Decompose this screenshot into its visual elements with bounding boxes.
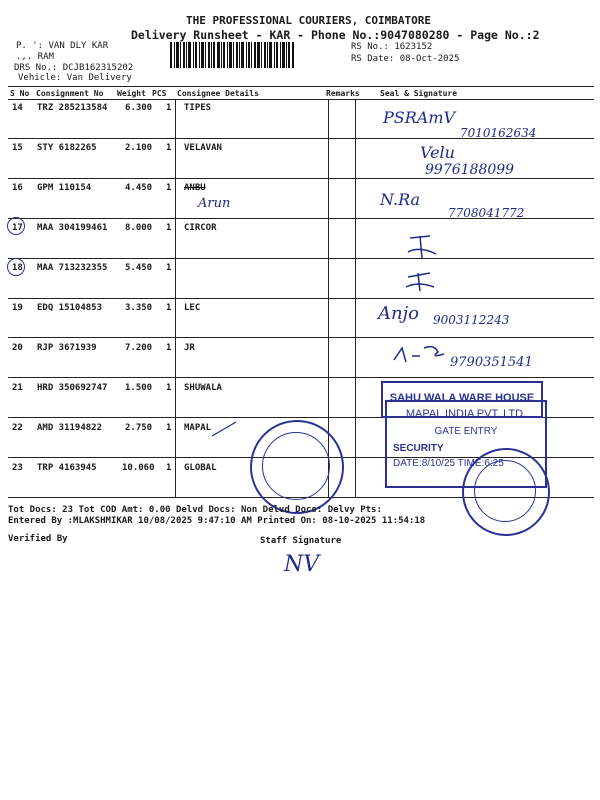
row-rule [8,377,594,378]
row-weight: 6.300 [125,103,153,113]
row-consignment: AMD 31194822 [37,423,103,433]
row-sno: 22 [12,423,23,433]
rs-date: RS Date: 08-Oct-2025 [351,54,460,64]
gate-entry-stamp [385,400,547,488]
row-rule [8,337,594,338]
handwritten-signature-row19: Anjo [378,303,420,324]
vehicle-info: Vehicle: Van Delivery [18,73,132,83]
row-consignment: EDQ 15104853 [37,303,103,313]
col-consignment: Consignment No [36,89,104,98]
footer-entered: Entered By :MLAKSHMIKAR 10/08/2025 9:47:10 AM Printed On: 08-10-2025 11:54:18 [8,516,426,526]
row-pcs: 1 [166,103,172,113]
row-pcs: 1 [166,303,172,313]
round-seal-left-inner [262,432,330,500]
runsheet-subtitle: Delivery Runsheet - KAR - Phone No.:9047080280 - Page No.:2 [131,28,540,42]
row-consignee: MAPAL [184,423,212,433]
handwritten-phone-row15: 9976188099 [425,162,515,178]
row-consignment: TRZ 285213584 [37,103,108,113]
row-consignee: VELAVAN [184,143,222,153]
party-line-2: .,. RAM [16,52,54,62]
stamp-gate: GATE ENTRY [434,426,498,437]
row-pcs: 1 [166,223,172,233]
handwritten-name-row16: Arun [198,196,231,211]
barcode [170,42,346,68]
row-weight: 7.200 [125,343,153,353]
row-consignee: SHUWALA [184,383,222,393]
col-consignee: Consignee Details [177,89,259,98]
row-sno: 18 [12,263,23,273]
col-pcs: PCS [152,89,167,98]
handwritten-scribble-row20 [390,340,450,370]
handwritten-phone-row19: 9003112243 [433,313,510,327]
row-rule [8,298,594,299]
staff-signature-label: Staff Signature [260,536,342,546]
row-pcs: 1 [166,263,172,273]
col-sno: S No [10,89,30,98]
row-sno: 20 [12,343,23,353]
row-consignment: RJP 3671939 [37,343,97,353]
row-sno: 16 [12,183,23,193]
row-weight: 8.000 [125,223,153,233]
row-18-circle-mark [7,258,25,276]
row-consignee: TIPES [184,103,212,113]
row-pcs: 1 [166,143,172,153]
row-consignment: STY 6182265 [37,143,97,153]
handwritten-phone-row14: 7010162634 [460,126,537,140]
row-weight: 2.100 [125,143,153,153]
row-consignment: MAA 304199461 [37,223,108,233]
handwritten-mark-row17 [400,228,450,268]
company-title: THE PROFESSIONAL COURIERS, COIMBATORE [186,14,432,27]
row-consignee: GLOBAL [184,463,217,473]
row-pcs: 1 [166,383,172,393]
party-line-1: P. ': VAN DLY KAR [16,41,109,51]
handwritten-signature-row14: PSRAmV [383,108,456,127]
row-sno: 17 [12,223,23,233]
row-pcs: 1 [166,183,172,193]
handwritten-signature-row16: N.Ra [380,190,421,209]
row-consignment: GPM 110154 [37,183,92,193]
row-pcs: 1 [166,343,172,353]
pen-tick-row22 [210,420,240,440]
footer-totals: Tot Docs: 23 Tot COD Amt: 0.00 Delvd Docs: Non Delvd Docs: Delvy Pts: [8,505,382,515]
row-weight: 10.060 [122,463,155,473]
verified-by-label: Verified By [8,534,68,544]
row-consignee: ANBU [184,183,206,193]
row-sno: 19 [12,303,23,313]
handwritten-mark-row18 [400,265,450,295]
col-weight: Weight [117,89,146,98]
row-pcs: 1 [166,423,172,433]
stamp-date: DATE:8/10/25 TIME:6:25 [393,458,504,469]
row-weight: 5.450 [125,263,153,273]
row-weight: 1.500 [125,383,153,393]
table-top-rule [8,86,594,87]
row-sno: 23 [12,463,23,473]
row-rule [8,258,594,259]
stamp-company: MAPAL INDIA PVT. LTD. [405,408,527,420]
row-consignee: LEC [184,303,201,313]
col-seal: Seal & Signature [380,89,458,98]
row-sno: 14 [12,103,23,113]
rs-number: RS No.: 1623152 [351,42,433,52]
handwritten-phone-row20: 9790351541 [450,355,533,370]
row-consignee: JR [184,343,195,353]
handwritten-phone-row16: 7708041772 [448,206,525,220]
row-consignment: TRP 4163945 [37,463,97,473]
table-header-rule [8,99,594,100]
row-sno: 15 [12,143,23,153]
row-17-circle-mark [7,217,25,235]
stamp-security: SECURITY [393,443,444,454]
row-weight: 4.450 [125,183,153,193]
row-consignee: CIRCOR [184,223,217,233]
drs-number: DRS No.: DCJB162315202 [14,63,134,73]
row-consignment: HRD 350692747 [37,383,108,393]
handwritten-signature-row15: Velu [420,143,455,162]
staff-signature: NV [284,552,320,577]
col-remarks: Remarks [326,89,360,98]
row-rule [8,178,594,179]
warehouse-stamp: SAHU WALA WARE HOUSE [381,381,543,418]
row-weight: 2.750 [125,423,153,433]
row-consignment: MAA 713232355 [37,263,108,273]
row-sno: 21 [12,383,23,393]
row-pcs: 1 [166,463,172,473]
row-weight: 3.350 [125,303,153,313]
